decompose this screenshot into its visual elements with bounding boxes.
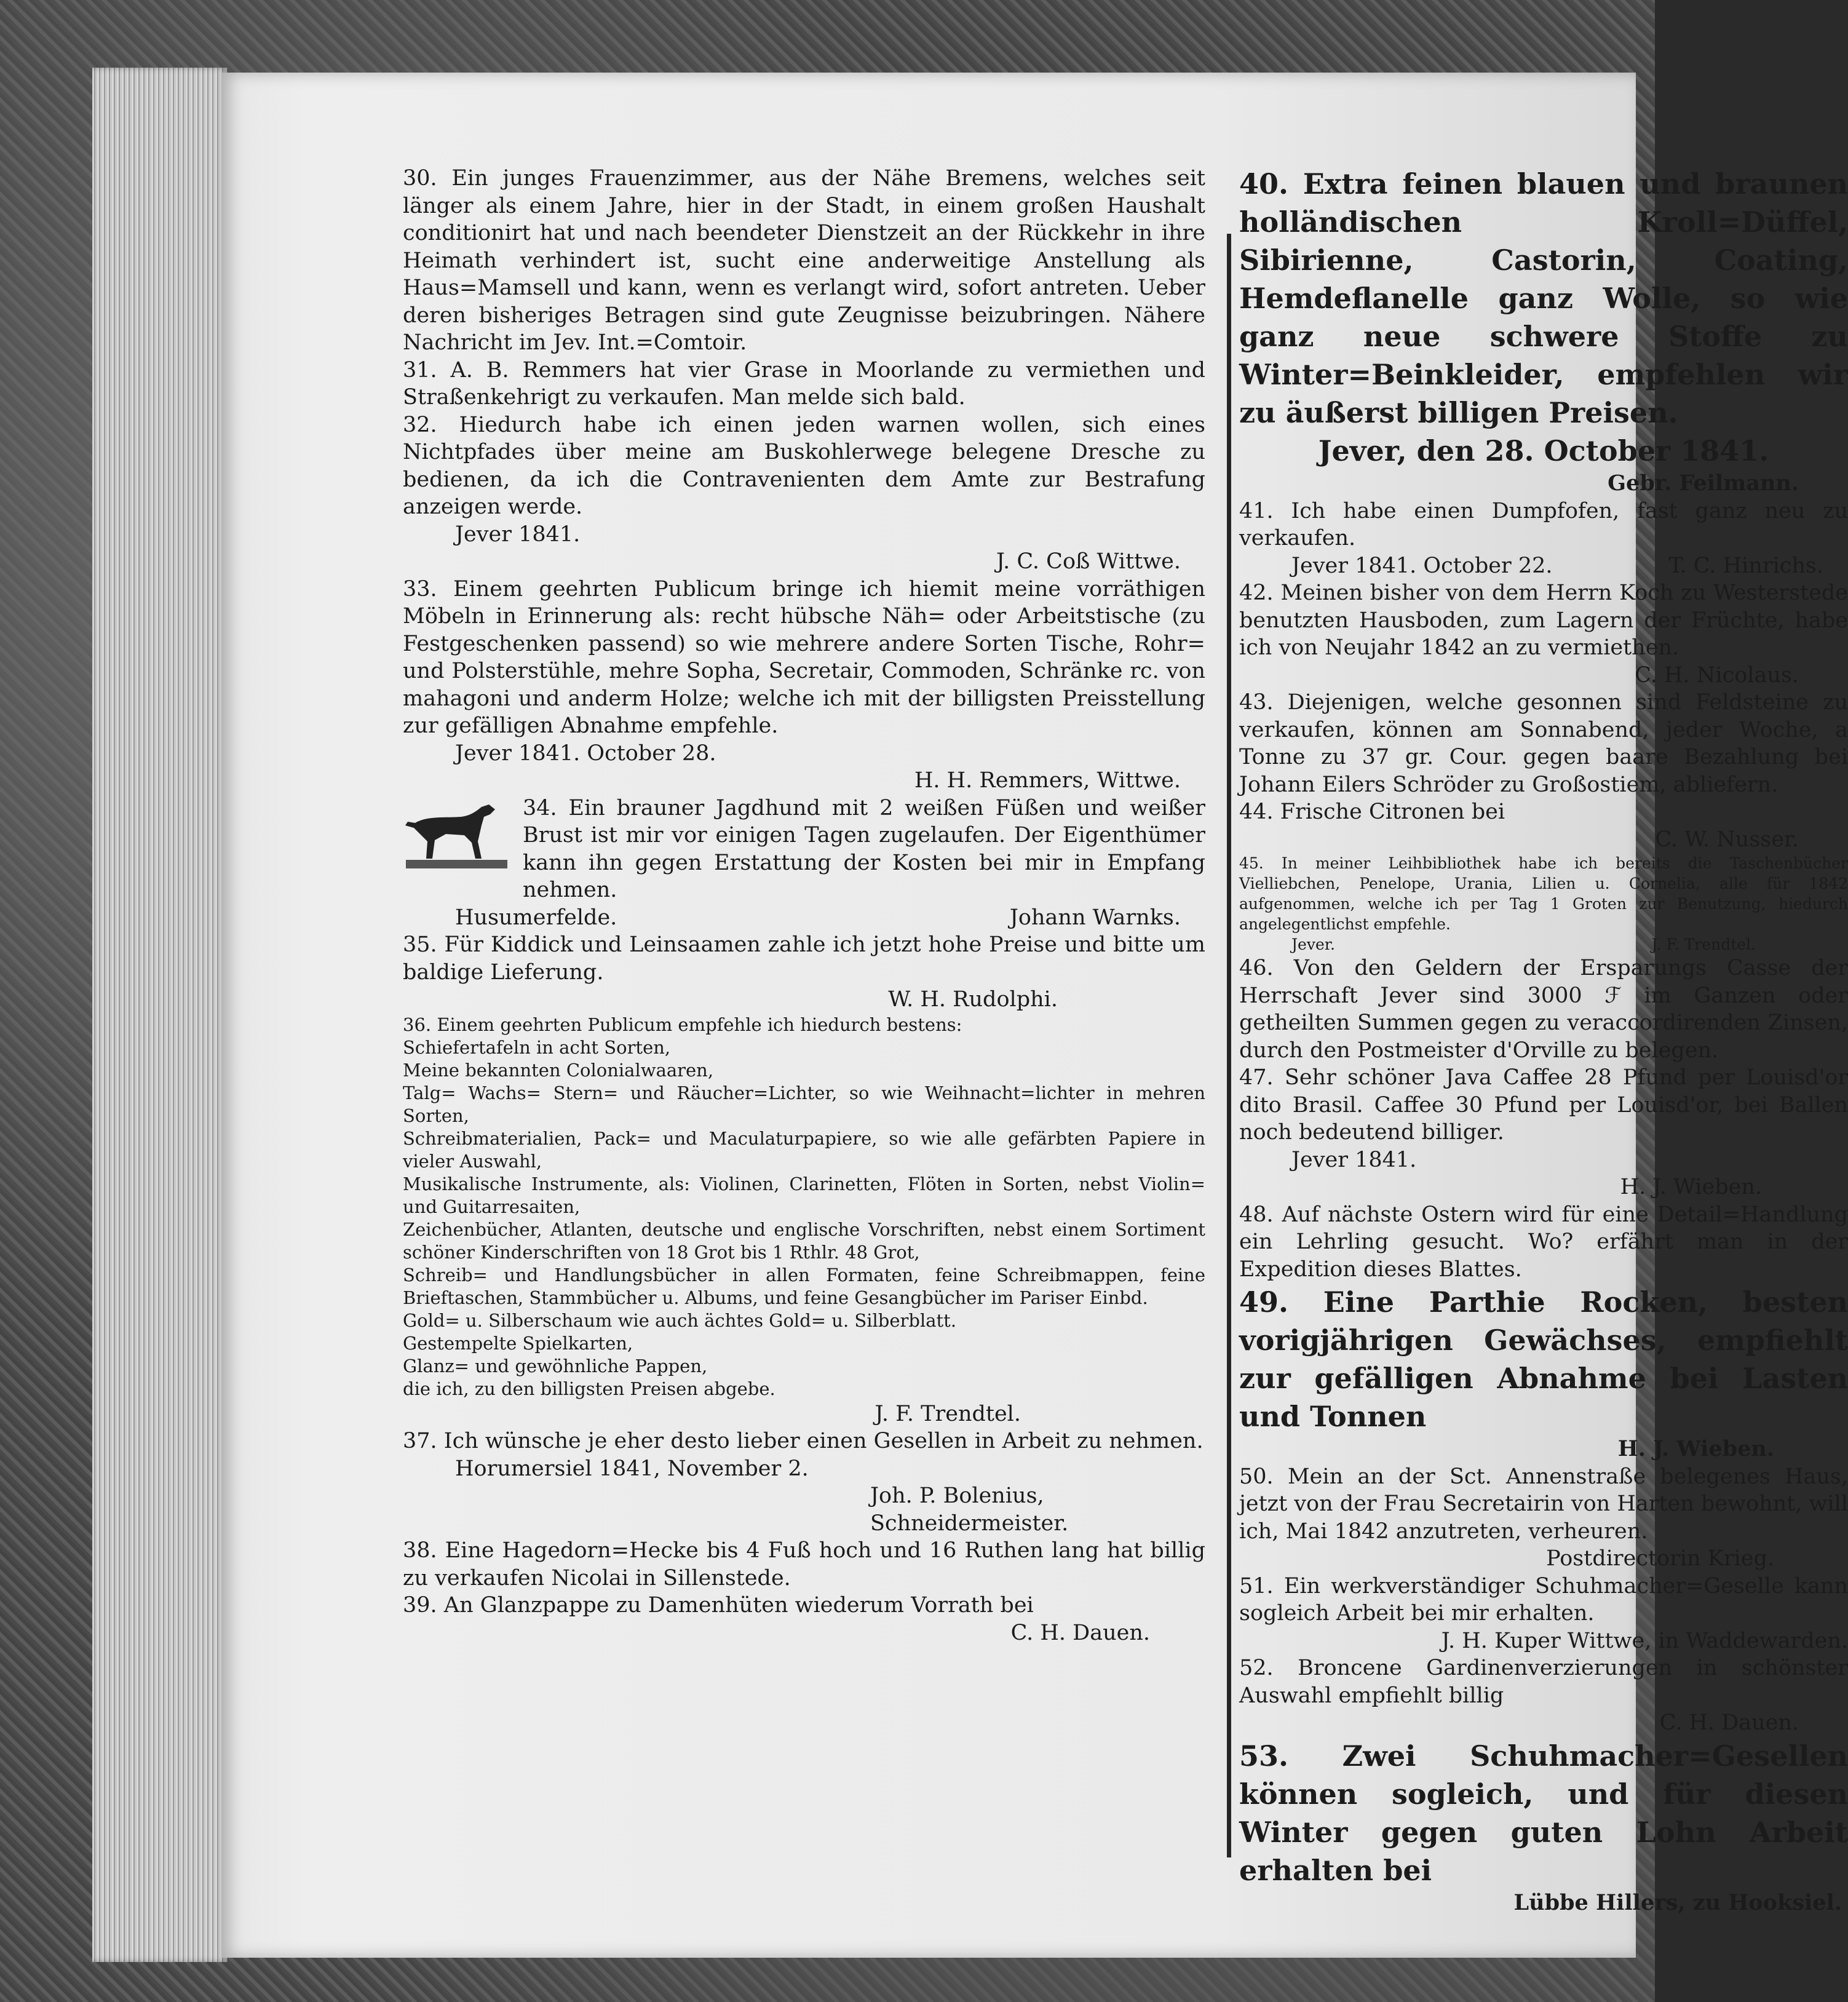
ad-37-place: Horumersiel 1841, November 2. — [455, 1456, 809, 1481]
ad-50: 50. Mein an der Sct. Annenstraße belegenes Haus, jetzt von der Frau Secretairin von Harten bewohnt, will ich, Mai 1842 anzutreten, verheuren. — [1239, 1464, 1848, 1544]
ad-45-place: Jever. — [1291, 935, 1335, 953]
ad-36-signature: J. F. Trendtel. — [874, 1401, 1021, 1426]
ad-41-place: Jever 1841. October 22. — [1291, 553, 1553, 578]
ad-34-signature: Johann Warnks. — [1009, 905, 1181, 930]
list-item: die ich, zu den billigsten Preisen abgebe. — [403, 1378, 775, 1399]
ad-31: 31. A. B. Remmers hat vier Grase in Moorlande zu vermiethen und Straßenkehrigt zu verkaufen. Man melde sich bald. — [403, 357, 1205, 410]
ad-40-place: Jever, den 28. October 1841. — [1318, 434, 1769, 467]
ad-34-footer — [403, 904, 1205, 932]
ad-48: 48. Auf nächste Ostern wird für eine Detail=Handlung ein Lehrling gesucht. Wo? erfährt man in der Expedition dieses Blattes. — [1239, 1202, 1848, 1282]
list-item: Talg= Wachs= Stern= und Räucher=Lichter, so wie Weihnacht=lichter in mehren Sorten, — [403, 1082, 1205, 1126]
ad-41-signature: T. C. Hinrichs. — [1668, 553, 1823, 578]
ad-39: 39. An Glanzpappe zu Damenhüten wiederum Vorrath bei — [403, 1593, 1034, 1618]
ad-30: 30. Ein junges Frauenzimmer, aus der Nähe Bremens, welches seit länger als einem Jahre, hier in der Stadt, in einem großen Haushalt conditionirt hat und nach beendeter Dienstzeit an der Rückkehr in ihre Heimath verhindert ist, sucht eine anderweitige Anstellung als Haus=Mamsell und kann, wenn es verlangt wird, sofort antreten. Ueber deren bisheriges Betragen sind gute Zeugnisse beizubringen. Nähere Nachricht im Jev. Int.=Comtoir. — [403, 166, 1205, 355]
ad-35: 35. Für Kiddick und Leinsaamen zahle ich jetzt hohe Preise und bitte um baldige Lieferung. — [403, 932, 1205, 985]
ad-53: 53. Zwei Schuhmacher=Gesellen können sogleich, und für diesen Winter gegen guten Lohn Arbeit erhalten bei — [1239, 1739, 1848, 1887]
ad-37: 37. Ich wünsche je eher desto lieber einen Gesellen in Arbeit zu nehmen. — [403, 1429, 1204, 1453]
ad-47: 47. Sehr schöner Java Caffee 28 Pfund per Louisd'or dito Brasil. Caffee 30 Pfund per Louisd'or, bei Ballen noch bedeutend billiger. — [1239, 1065, 1848, 1145]
list-item: Schreib= und Handlungsbücher in allen Formaten, feine Schreibmappen, feine Brieftaschen, Stammbücher u. Albums, und feine Gesangbücher im Pariser Einbd. — [403, 1264, 1205, 1308]
dog-illustration — [403, 798, 510, 875]
ad-34-block — [403, 795, 1205, 904]
ad-52-signature: C. H. Dauen. — [1659, 1710, 1799, 1735]
ad-32: 32. Hiedurch habe ich einen jeden warnen wollen, sich eines Nichtpfades über meine am Buskohlerwege belegene Dresche zu bedienen, da ich die Contravenienten dem Amte zur Bestrafung anzeigen werde. — [403, 412, 1205, 519]
ad-33-signature: H. H. Remmers, Wittwe. — [914, 768, 1181, 793]
list-item: Schiefertafeln in acht Sorten, — [403, 1036, 671, 1058]
ad-39-signature: C. H. Dauen. — [1010, 1620, 1150, 1645]
ad-41-footer — [1239, 552, 1848, 580]
list-item: Gold= u. Silberschaum wie auch ächtes Gold= u. Silberblatt. — [403, 1309, 957, 1331]
ad-49: 49. Eine Parthie Rocken, besten vorigjährigen Gewächses, empfiehlt zur gefälligen Abnahme bei Lasten und Tonnen — [1239, 1285, 1848, 1433]
ad-40: 40. Extra feinen blauen und braunen holländischen Kroll=Düffel, Sibirienne, Castorin, Coating, Hemdeflanelle ganz Wolle, so wie ganz neue schwere Stoffe zu Winter=Beinkleider, empfehlen wir zu äußerst billigen Preisen. — [1239, 167, 1848, 429]
ad-36-list — [403, 1036, 1205, 1400]
ad-42-signature: C. H. Nicolaus. — [1635, 662, 1799, 688]
ad-34: 34. Ein brauner Jagdhund mit 2 weißen Füßen und weißer Brust ist mir vor einigen Tagen zugelaufen. Der Eigenthümer kann ihn gegen Erstattung der Kosten bei mir in Empfang nehmen. — [523, 795, 1205, 902]
ad-42: 42. Meinen bisher von dem Herrn Koch zu Westerstede benutzten Hausboden, zum Lagern der Früchte, habe ich von Neujahr 1842 an zu vermiethen. — [1239, 581, 1848, 660]
ad-35-signature: W. H. Rudolphi. — [888, 987, 1058, 1012]
ad-45-signature: J. F. Trendtel. — [1651, 935, 1756, 953]
ad-49-signature: H. J. Wieben. — [1617, 1436, 1774, 1461]
ad-32-place: Jever 1841. — [455, 522, 581, 547]
ad-36-intro: 36. Einem geehrten Publicum empfehle ich hiedurch bestens: — [403, 1014, 962, 1035]
list-item: Zeichenbücher, Atlanten, deutsche und englische Vorschriften, nebst einem Sortiment schöner Kinderschriften von 18 Grot bis 1 Rthlr. 48 Grot, — [403, 1218, 1205, 1263]
ad-32-signature: J. C. Coß Wittwe. — [996, 549, 1181, 574]
list-item: Gestempelte Spielkarten, — [403, 1332, 633, 1354]
right-column — [1239, 165, 1848, 1958]
ad-51-signature: J. H. Kuper Wittwe, in Waddewarden. — [1441, 1628, 1848, 1653]
ad-40-signature: Gebr. Feilmann. — [1608, 471, 1799, 496]
ad-41: 41. Ich habe einen Dumpfofen, fast ganz neu zu verkaufen. — [1239, 498, 1848, 550]
list-item: Schreibmaterialien, Pack= und Maculaturpapiere, so wie alle gefärbten Papiere in vieler Auswahl, — [403, 1127, 1205, 1172]
left-column — [403, 165, 1205, 1958]
ad-33-place: Jever 1841. October 28. — [455, 741, 716, 766]
ad-51: 51. Ein werkverständiger Schuhmacher=Geselle kann sogleich Arbeit bei mir erhalten. — [1239, 1573, 1848, 1626]
ad-34-place: Husumerfelde. — [455, 905, 617, 930]
ad-37-signature: Joh. P. Bolenius, Schneidermeister. — [870, 1484, 1069, 1536]
ad-45-footer — [1239, 934, 1848, 955]
ad-52: 52. Broncene Gardinenverzierungen in schönster Auswahl empfiehlt billig — [1239, 1656, 1848, 1708]
ad-44-signature: C. W. Nusser. — [1655, 827, 1799, 852]
ad-46: 46. Von den Geldern der Ersparungs Casse der Herrschaft Jever sind 3000 ℱ im Ganzen oder getheilten Summen gegen zu veraccordirenden Zinsen, durch den Postmeister d'Orville zu belegen. — [1239, 956, 1848, 1063]
ad-47-place: Jever 1841. — [1291, 1147, 1417, 1172]
ad-43: 43. Diejenigen, welche gesonnen sind Feldsteine zu verkaufen, können am Sonnabend, jeder Woche, a Tonne zu 37 gr. Cour. gegen baare Bezahlung bei Johann Eilers Schröder zu Großostiem, abliefern. — [1239, 690, 1848, 797]
list-item: Musikalische Instrumente, als: Violinen, Clarinetten, Flöten in Sorten, nebst Violin= und Guitarresaiten, — [403, 1173, 1205, 1217]
ad-45: 45. In meiner Leihbibliothek habe ich bereits die Taschenbücher Vielliebchen, Penelope, Urania, Lilien u. Cornelia, alle für 1842 aufgenommen, welche ich per Tag 1 Groten zur Benutzung, hiedurch angelegentlichst empfehle. — [1239, 854, 1848, 933]
page-edges — [92, 68, 228, 1962]
ad-33: 33. Einem geehrten Publicum bringe ich hiemit meine vorräthigen Möbeln in Erinnerung als: recht hübsche Näh= oder Arbeitstische (zu Festgeschenken passend) so wie mehrere andere Sorten Tische, Rohr= und Polsterstühle, mehre Sopha, Secretair, Commoden, Schränke rc. von mahagoni und anderm Holze; welche ich mit der billigsten Preisstellung zur gefälligen Abnahme empfehle. — [403, 576, 1205, 738]
newspaper-page — [221, 73, 1848, 1958]
ad-38: 38. Eine Hagedorn=Hecke bis 4 Fuß hoch und 16 Ruthen lang hat billig zu verkaufen Nicolai in Sillenstede. — [403, 1538, 1205, 1591]
list-item: Glanz= und gewöhnliche Pappen, — [403, 1355, 708, 1376]
ad-50-signature: Postdirectorin Krieg. — [1546, 1546, 1774, 1571]
list-item: Meine bekannten Colonialwaaren, — [403, 1059, 714, 1081]
ad-44: 44. Frische Citronen bei — [1239, 800, 1505, 824]
ad-47-signature: H. J. Wieben. — [1620, 1175, 1762, 1199]
column-divider — [1227, 234, 1231, 1857]
ad-53-signature: Lübbe Hillers, zu Hooksiel. — [1513, 1889, 1842, 1915]
